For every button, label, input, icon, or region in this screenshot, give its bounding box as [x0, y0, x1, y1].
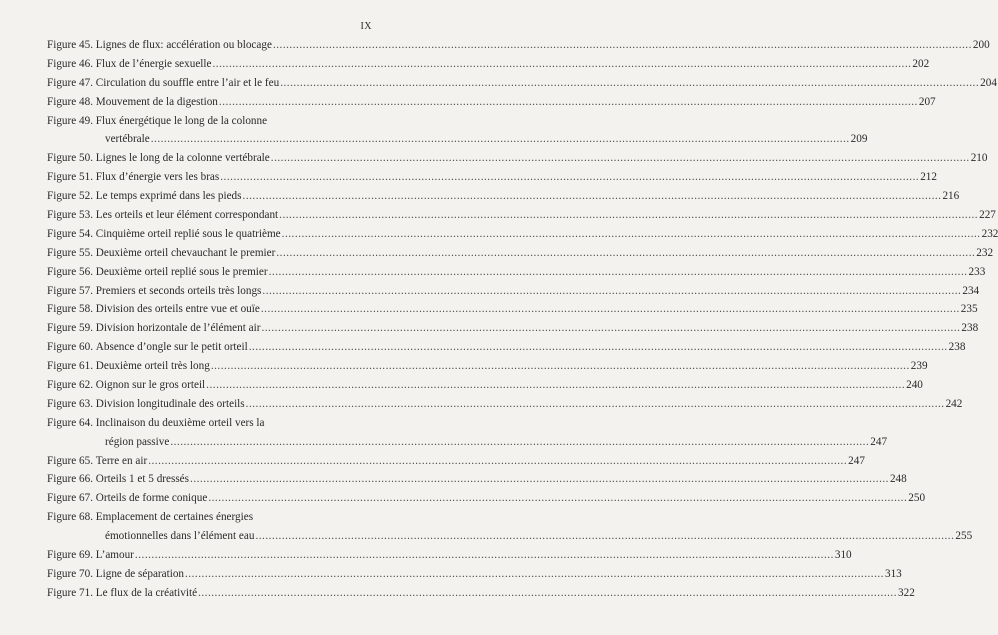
dot-leader: [276, 244, 975, 263]
dot-leader: [280, 74, 979, 93]
figure-label: Figure 56.: [47, 265, 93, 278]
figure-label: Figure 62.: [47, 379, 93, 392]
page-reference: 209: [850, 133, 868, 146]
figure-entry: [47, 489, 926, 508]
page-reference: 216: [942, 190, 960, 203]
page-reference: 250: [908, 492, 926, 505]
page-reference: 322: [898, 586, 915, 599]
dot-leader: [261, 300, 960, 319]
figure-entry: [47, 300, 978, 319]
figure-entry: [47, 470, 907, 489]
figure-entry: [47, 149, 988, 168]
page-reference: 255: [955, 530, 973, 543]
figure-entry: [47, 55, 930, 74]
figure-title: Deuxième orteil chevauchant le premier: [95, 246, 276, 259]
figure-entry: [47, 357, 928, 376]
page-reference: 239: [910, 360, 928, 373]
figure-title: Ligne de séparation: [95, 567, 185, 580]
dot-leader: [212, 55, 911, 74]
figure-entry: [47, 395, 963, 414]
figure-label: Figure 58.: [47, 303, 93, 316]
figure-entry: [47, 546, 852, 565]
figure-title-continued: émotionnelles dans l’élément eau: [105, 530, 255, 543]
figure-label: Figure 50.: [47, 152, 93, 165]
dot-leader: [269, 263, 968, 282]
figure-title: Absence d’ongle sur le petit orteil: [95, 341, 248, 354]
page-reference: 242: [945, 397, 963, 410]
figure-title: Division longitudinale des orteils: [95, 397, 245, 410]
figure-entry: [47, 206, 996, 225]
figure-label: Figure 71.: [47, 586, 93, 599]
figure-title: Emplacement de certaines énergies: [95, 511, 254, 524]
page-reference: 207: [918, 95, 936, 108]
dot-leader: [170, 433, 869, 452]
figure-entry: [47, 338, 966, 357]
figure-label: Figure 47.: [47, 76, 93, 89]
figure-title: Deuxième orteil replié sous le premier: [95, 265, 268, 278]
figure-entry: [47, 282, 980, 301]
figure-label: Figure 59.: [47, 322, 93, 335]
figure-label: Figure 69.: [47, 549, 93, 562]
dot-leader: [148, 452, 847, 471]
figure-label: Figure 65.: [47, 454, 93, 467]
dot-leader: [261, 319, 960, 338]
page-reference: 238: [961, 322, 979, 335]
figure-title: Oignon sur le gros orteil: [95, 379, 206, 392]
figure-entry: [47, 263, 986, 282]
figure-label: Figure 70.: [47, 567, 93, 580]
figure-entry: [47, 414, 888, 452]
figure-title: Lignes de flux: accélération ou blocage: [95, 39, 272, 51]
page-number: IX: [360, 21, 372, 32]
figure-entry: [47, 244, 994, 263]
dot-leader: [220, 168, 919, 187]
figure-entry: [47, 74, 997, 93]
dot-leader: [219, 93, 918, 112]
dot-leader: [151, 130, 850, 149]
page-reference: 212: [920, 171, 937, 184]
figure-title: Lignes le long de la colonne vertébrale: [95, 152, 270, 165]
dot-leader: [273, 36, 972, 55]
dot-leader: [246, 395, 945, 414]
figure-label: Figure 66.: [47, 473, 93, 486]
figure-label: Figure 67.: [47, 492, 93, 505]
dot-leader: [279, 206, 978, 225]
figure-entry: [47, 93, 936, 112]
figure-title-continued: région passive: [105, 435, 170, 448]
dot-leader: [198, 584, 897, 603]
page-reference: 232: [976, 246, 994, 259]
figure-label: Figure 46.: [47, 57, 93, 70]
figure-label: Figure 49.: [47, 114, 93, 127]
figure-label: Figure 61.: [47, 360, 93, 373]
figure-title: Flux énergétique le long de la colonne: [95, 114, 268, 127]
figure-label: Figure 54.: [47, 227, 93, 240]
figure-title: Flux de l’énergie sexuelle: [95, 57, 212, 70]
dot-leader: [208, 489, 907, 508]
figure-label: Figure 51.: [47, 171, 93, 184]
dot-leader: [262, 282, 961, 301]
page-reference: 310: [834, 549, 852, 562]
page-reference: 233: [968, 265, 986, 278]
dot-leader: [282, 225, 981, 244]
figure-title: Terre en air: [95, 454, 148, 467]
figure-title: Premiers et seconds orteils très longs: [95, 284, 262, 297]
page-reference: 234: [962, 284, 980, 297]
figure-entry: [47, 584, 915, 603]
figure-title: Cinquième orteil replié sous le quatrième: [95, 227, 281, 240]
page-reference: 232: [981, 227, 998, 240]
figure-entry: [47, 168, 937, 187]
figure-title: Orteils de forme conique: [95, 492, 208, 505]
page-reference: 210: [970, 152, 988, 165]
dot-leader: [206, 376, 905, 395]
figure-label: Figure 52.: [47, 190, 93, 203]
dot-leader: [211, 357, 910, 376]
page-reference: 238: [948, 341, 966, 354]
figure-entry: [47, 452, 865, 471]
figure-label: Figure 64.: [47, 416, 93, 429]
page-reference: 247: [848, 454, 865, 467]
page-reference: 313: [884, 567, 902, 580]
figure-title: Le flux de la créativité: [95, 586, 198, 599]
page-reference: 202: [912, 57, 930, 70]
figure-entry: [47, 187, 960, 206]
page-reference: 204: [980, 76, 997, 89]
figure-title: Inclinaison du deuxième orteil vers la: [95, 416, 265, 429]
figure-title: Mouvement de la digestion: [95, 95, 218, 108]
figure-label: Figure 60.: [47, 341, 93, 354]
figure-title: Deuxième orteil très long: [95, 360, 210, 373]
dot-leader: [271, 149, 970, 168]
figure-label: Figure 68.: [47, 511, 93, 524]
figure-entry: [47, 112, 868, 150]
figure-title: Division des orteils entre vue et ouïe: [95, 303, 260, 316]
figure-entry: [47, 225, 998, 244]
page-reference: 248: [889, 473, 907, 486]
figure-title: Division horizontale de l’élément air: [95, 322, 261, 335]
figure-label: Figure 55.: [47, 246, 93, 259]
page-reference: 200: [972, 39, 990, 51]
dot-leader: [249, 338, 948, 357]
page-reference: 227: [979, 209, 996, 222]
dot-leader: [135, 546, 834, 565]
figure-label: Figure 48.: [47, 95, 93, 108]
figure-title: L’amour: [95, 549, 134, 562]
figure-list: [47, 36, 998, 603]
figure-title: Les orteils et leur élément correspondant: [95, 209, 279, 222]
figure-entry: [47, 565, 902, 584]
dot-leader: [243, 187, 942, 206]
figure-entry: [47, 376, 923, 395]
figure-entry: [47, 36, 990, 55]
figure-entry: [47, 508, 973, 546]
figure-title-continued: vertébrale: [105, 133, 150, 146]
dot-leader: [190, 470, 889, 489]
figure-label: Figure 53.: [47, 209, 93, 222]
dot-leader: [185, 565, 884, 584]
figure-title: Circulation du souffle entre l’air et le feu: [95, 76, 280, 89]
figure-title: Orteils 1 et 5 dressés: [95, 473, 190, 486]
figure-title: Flux d’énergie vers les bras: [95, 171, 220, 184]
figure-title: Le temps exprimé dans les pieds: [95, 190, 242, 203]
figure-entry: [47, 319, 979, 338]
page-reference: 235: [960, 303, 978, 316]
figure-label: Figure 45.: [47, 39, 93, 51]
page-reference: 247: [870, 435, 888, 448]
figure-label: Figure 57.: [47, 284, 93, 297]
dot-leader: [255, 527, 954, 546]
page-reference: 240: [906, 379, 923, 392]
figure-label: Figure 63.: [47, 397, 93, 410]
